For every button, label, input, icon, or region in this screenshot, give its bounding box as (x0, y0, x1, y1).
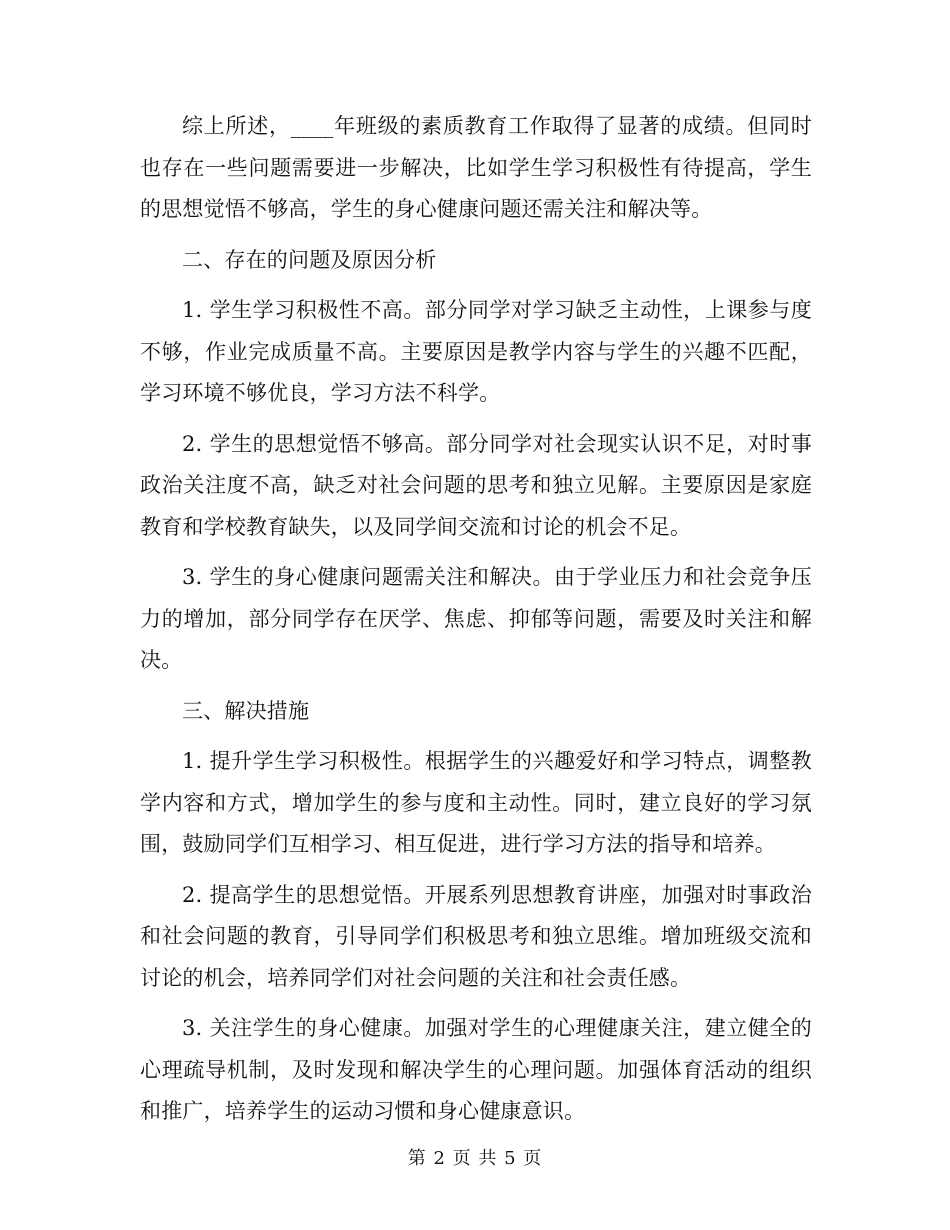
page-number-footer: 第 2 页 共 5 页 (407, 1148, 543, 1169)
problem-item-3: 3. 学生的身心健康问题需关注和解决。由于学业压力和社会竞争压力的增加，部分同学存在厌学、焦虑、抑郁等问题，需要及时关注和解决。 (140, 565, 812, 672)
section-heading-measures: 三、解决措施 (182, 698, 310, 723)
document-body (140, 106, 812, 1142)
measure-item-3: 3. 关注学生的身心健康。加强对学生的心理健康关注，建立健全的心理疏导机制，及时发现和解决学生的心理问题。加强体育活动的组织和推广，培养学生的运动习惯和身心健康意识。 (140, 1016, 812, 1123)
measure-item-2: 2. 提高学生的思想觉悟。开展系列思想教育讲座，加强对时事政治和社会问题的教育，引导同学们积极思考和独立思维。增加班级交流和讨论的机会，培养同学们对社会问题的关注和社会责任感。 (140, 882, 812, 990)
measure-item-1: 1. 提升学生学习积极性。根据学生的兴趣爱好和学习特点，调整教学内容和方式，增加学生的参与度和主动性。同时，建立良好的学习氛围，鼓励同学们互相学习、相互促进，进行学习方法的指导和培养。 (140, 749, 812, 856)
summary-paragraph: 综上所述，____年班级的素质教育工作取得了显著的成绩。但同时也存在一些问题需要进一步解决，比如学生学习积极性有待提高，学生的思想觉悟不够高，学生的身心健康问题还需关注和解决等。 (140, 114, 812, 221)
problem-item-2: 2. 学生的思想觉悟不够高。部分同学对社会现实认识不足，对时事政治关注度不高，缺乏对社会问题的思考和独立见解。主要原因是家庭教育和学校教育缺失，以及同学间交流和讨论的机会不足。 (140, 431, 812, 539)
section-heading-problems: 二、存在的问题及原因分析 (182, 247, 437, 272)
problem-item-1: 1. 学生学习积极性不高。部分同学对学习缺乏主动性，上课参与度不够，作业完成质量不高。主要原因是教学内容与学生的兴趣不匹配，学习环境不够优良，学习方法不科学。 (140, 298, 812, 405)
